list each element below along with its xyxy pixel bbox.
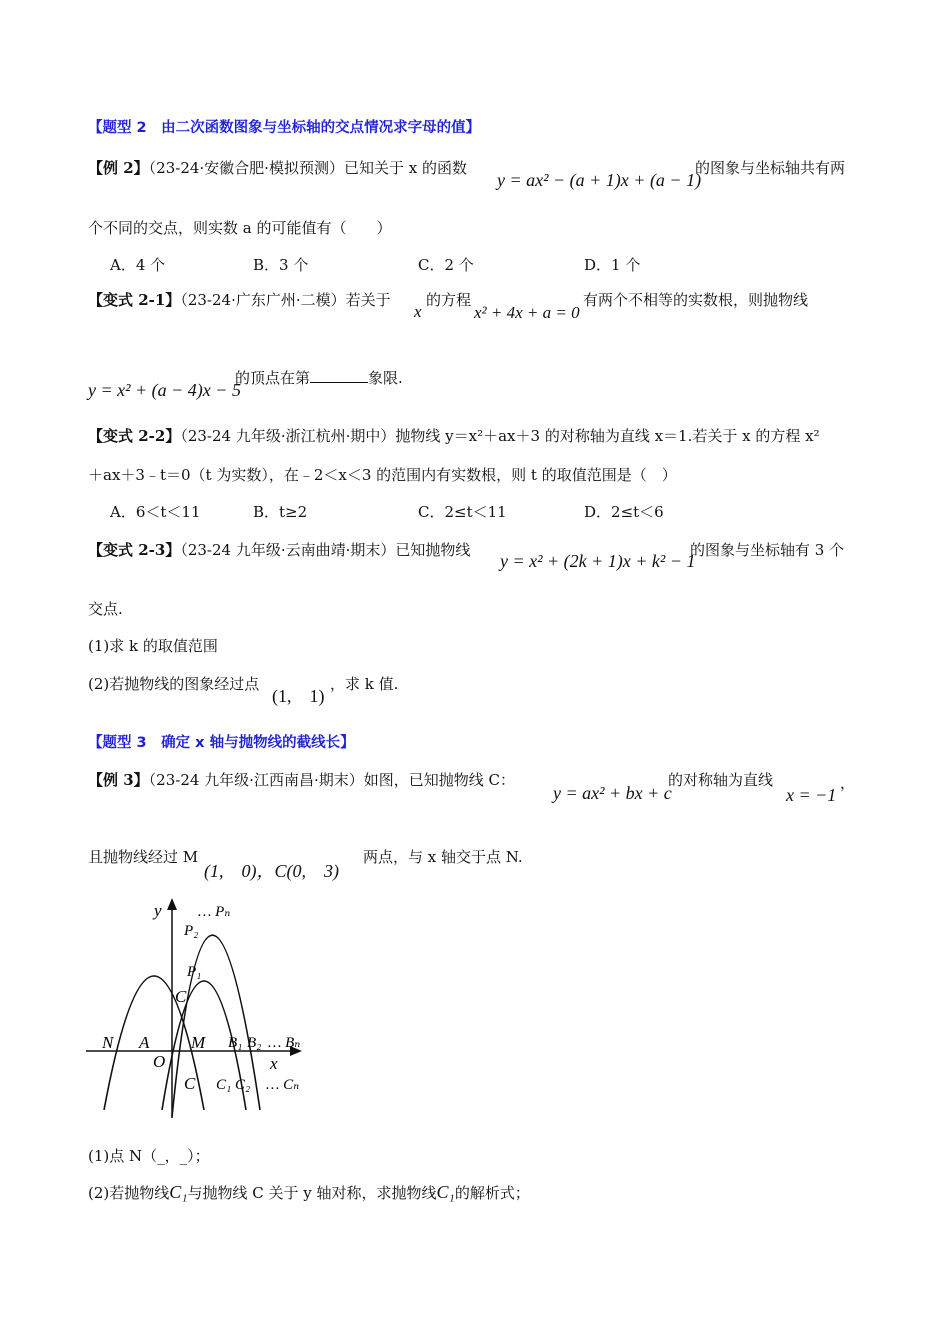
option-c: C．2 个 (418, 256, 474, 274)
text: 已知抛物线 (395, 541, 471, 559)
variant-2-3-q2: (2)若抛物线的图象经过点 (88, 675, 260, 693)
label-c-bottom: C (184, 1074, 196, 1093)
example-3-axis: x = −1 (786, 785, 837, 805)
source-tag: （23-24 九年级·江西南昌·期末） (148, 771, 364, 789)
variant-2-1-var-x: x (414, 302, 422, 321)
text: (2)若抛物线 (88, 1184, 170, 1202)
source-tag: （23-24 九年级·浙江杭州·期中） (180, 427, 396, 445)
variant-2-1-text-after: 有两个不相等的实数根，则抛物线 (583, 291, 809, 309)
variant-2-3-text-after: 的图象与坐标轴有 3 个 (690, 541, 845, 559)
variant-2-3-line2: 交点. (88, 600, 123, 618)
text: 与抛物线 C 关于 y 轴对称，求抛物线 (187, 1184, 437, 1202)
variant-2-1-text-mid: 的方程 (426, 291, 472, 309)
label-b2: B₂ (247, 1035, 262, 1051)
c1-symbol: C₁ (436, 1182, 455, 1202)
variant-label: 【变式 2-3】 (88, 541, 181, 559)
example-2-formula: y = ax² − (a + 1)x + (a − 1) (497, 170, 702, 190)
y-axis-arrow (167, 898, 177, 910)
example-3-line2: 且抛物线经过 M (88, 848, 199, 866)
example-3-line2-after: 两点，与 x 轴交于点 N. (363, 848, 523, 866)
label-x: x (270, 1054, 278, 1073)
variant-2-3-q2-after: ，求 k 值. (330, 675, 399, 693)
option-b: B．t≥2 (253, 503, 308, 521)
option-d: D．2≤t＜6 (584, 503, 664, 521)
answer-blank[interactable] (310, 368, 368, 383)
section-heading-3: 【题型 3 确定 x 轴与抛物线的截线长】 (88, 735, 355, 751)
option-a: A．6＜t＜11 (110, 503, 201, 521)
text: 已知关于 x 的函数 (343, 159, 467, 177)
variant-2-1-line1 (88, 290, 391, 310)
example-3-text-end: ， (840, 774, 856, 792)
variant-2-1-line2 (235, 368, 403, 388)
text: 若关于 (345, 291, 391, 309)
label-o: O (153, 1052, 166, 1071)
example-3-formula: y = ax² + bx + c (553, 783, 672, 803)
variant-2-3-formula: y = x² + (2k + 1)x + k² − 1 (500, 551, 696, 571)
label-m: M (191, 1033, 206, 1052)
variant-2-3-line1 (88, 540, 470, 560)
text: 如图，已知抛物线 C： (363, 771, 515, 789)
example-3-line1 (88, 770, 515, 790)
variant-label: 【变式 2-1】 (88, 291, 181, 309)
variant-2-2-line2: ＋ax＋3﹣t＝0（t 为实数），在﹣2＜x＜3 的范围内有实数根，则 t 的取值范围是（ ） (88, 466, 677, 484)
variant-2-3-point: (1, 1) (272, 686, 325, 706)
c1-symbol: C₁ (169, 1182, 188, 1202)
section-heading-2: 【题型 2 由二次函数图象与坐标轴的交点情况求字母的值】 (88, 120, 481, 136)
label-cn: … Cₙ (266, 1077, 300, 1093)
source-tag: （23-24·安徽合肥·模拟预测） (148, 159, 344, 177)
label-c-top: C (175, 987, 187, 1006)
option-a: A．4 个 (110, 256, 166, 274)
variant-2-1-formula2: y = x² + (a − 4)x − 5 (88, 380, 241, 400)
example-3-q2 (88, 1182, 530, 1203)
text: 的顶点在第 (235, 369, 311, 387)
option-d: D．1 个 (584, 256, 641, 274)
label-a: A (139, 1033, 150, 1052)
label-c2: C₂ (235, 1077, 251, 1093)
label-p2: P₂ (184, 923, 199, 939)
source-tag: （23-24 九年级·云南曲靖·期末） (180, 541, 396, 559)
label-c1: C₁ (216, 1077, 232, 1093)
variant-2-1-formula: x² + 4x + a = 0 (474, 303, 580, 322)
option-b: B．3 个 (253, 256, 309, 274)
label-bn: … Bₙ (268, 1035, 301, 1051)
example-2-line1 (88, 158, 467, 178)
label-p1: P₁ (187, 964, 202, 980)
source-tag: （23-24·广东广州·二模） (180, 291, 346, 309)
label-pn: … Pₙ (198, 904, 231, 920)
variant-label: 【变式 2-2】 (88, 427, 181, 445)
label-y: y (154, 901, 162, 920)
label-n: N (102, 1033, 114, 1052)
example-label: 【例 2】 (88, 159, 149, 177)
text: 象限. (368, 369, 403, 387)
text: 抛物线 y＝x²＋ax＋3 的对称轴为直线 x＝1.若关于 x 的方程 x² (395, 427, 820, 445)
variant-2-3-q1: (1)求 k 的取值范围 (88, 637, 218, 655)
option-c: C．2≤t＜11 (418, 503, 507, 521)
parabola-figure (80, 892, 320, 1122)
example-2-line2: 个不同的交点，则实数 a 的可能值有（ ） (88, 219, 392, 237)
example-2-text-after: 的图象与坐标轴共有两 (695, 159, 846, 177)
example-3-points: (1, 0)，C(0, 3) (204, 861, 339, 881)
label-b1: B₁ (228, 1035, 243, 1051)
example-3-text-mid: 的对称轴为直线 (668, 771, 774, 789)
example-label: 【例 3】 (88, 771, 149, 789)
text: 的解析式； (454, 1184, 530, 1202)
example-3-q1: (1)点 N（_，_）； (88, 1147, 210, 1165)
variant-2-2-line1 (88, 426, 820, 446)
